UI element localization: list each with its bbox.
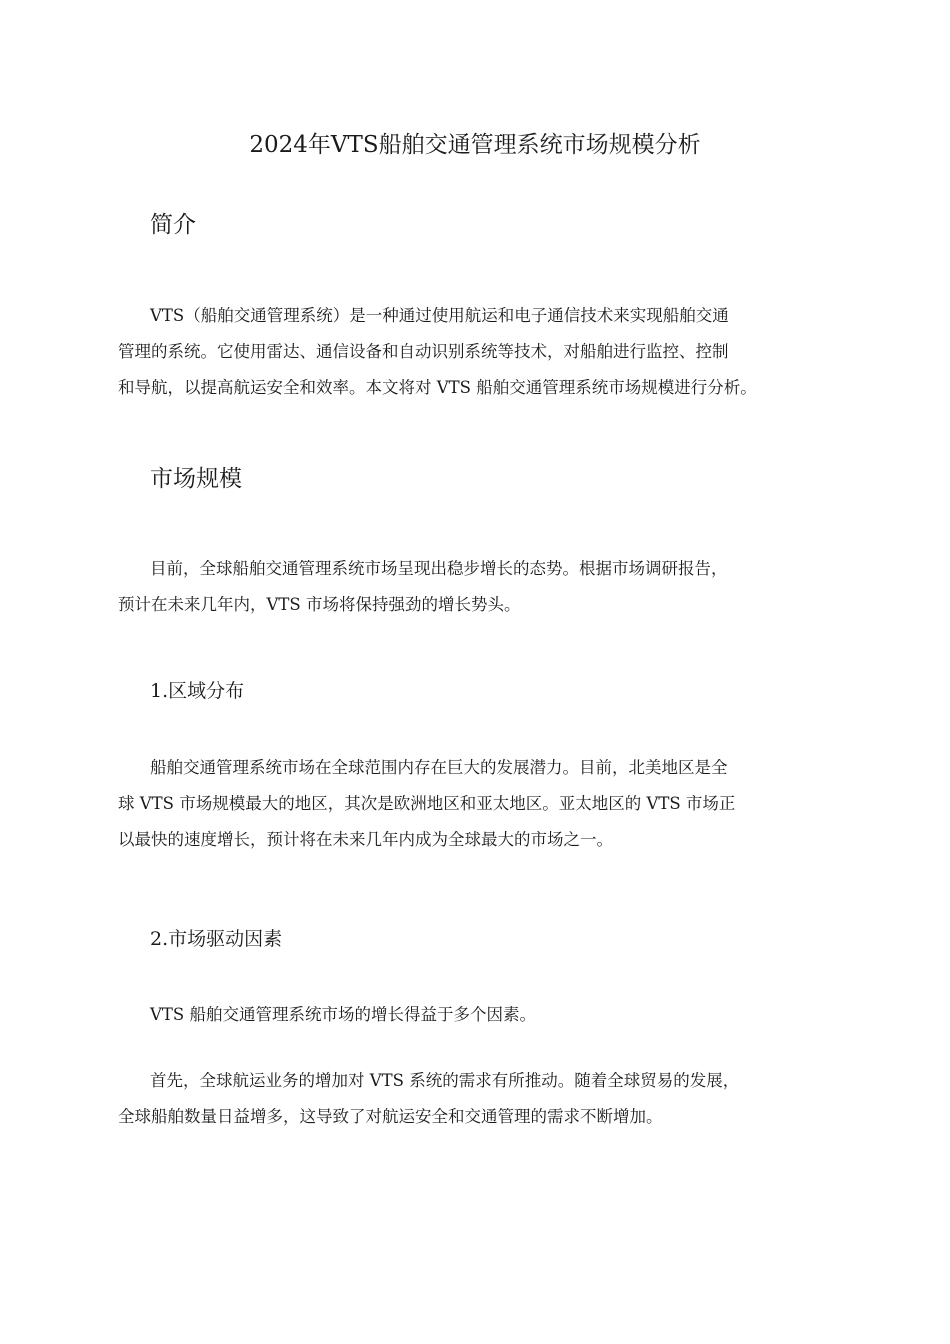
section-heading-intro: 简介 bbox=[150, 212, 196, 238]
paragraph-line: 船舶交通管理系统市场在全球范围内存在巨大的发展潜力。目前，北美地区是全 bbox=[150, 758, 728, 777]
paragraph-line: VTS（船舶交通管理系统）是一种通过使用航运和电子通信技术来实现船舶交通 bbox=[150, 306, 729, 325]
paragraph-line: 全球船舶数量日益增多，这导致了对航运安全和交通管理的需求不断增加。 bbox=[118, 1107, 663, 1126]
paragraph-drivers bbox=[118, 1063, 840, 1135]
section-heading-market-size: 市场规模 bbox=[150, 466, 242, 492]
paragraph-line: 和导航，以提高航运安全和效率。本文将对 VTS 船舶交通管理系统市场规模进行分析。 bbox=[118, 378, 757, 397]
document-title: 2024年VTS船舶交通管理系统市场规模分析 bbox=[249, 132, 701, 158]
paragraph-regional bbox=[118, 750, 840, 858]
paragraph-drivers-intro bbox=[118, 997, 840, 1033]
paragraph-market-size bbox=[118, 551, 840, 623]
paragraph-line: 目前，全球船舶交通管理系统市场呈现出稳步增长的态势。根据市场调研报告， bbox=[150, 559, 728, 578]
paragraph-intro bbox=[118, 298, 840, 406]
paragraph-line: 管理的系统。它使用雷达、通信设备和自动识别系统等技术，对船舶进行监控、控制 bbox=[118, 342, 729, 361]
paragraph-line: 球 VTS 市场规模最大的地区，其次是欧洲地区和亚太地区。亚太地区的 VTS 市场正 bbox=[118, 794, 736, 813]
subsection-heading-drivers: 2.市场驱动因素 bbox=[150, 928, 283, 950]
paragraph-line: 预计在未来几年内，VTS 市场将保持强劲的增长势头。 bbox=[118, 595, 521, 614]
paragraph-line: 以最快的速度增长，预计将在未来几年内成为全球最大的市场之一。 bbox=[118, 830, 613, 849]
subsection-heading-regional: 1.区域分布 bbox=[150, 680, 245, 702]
paragraph-line: VTS 船舶交通管理系统市场的增长得益于多个因素。 bbox=[150, 1005, 536, 1024]
paragraph-line: 首先，全球航运业务的增加对 VTS 系统的需求有所推动。随着全球贸易的发展， bbox=[150, 1071, 740, 1090]
